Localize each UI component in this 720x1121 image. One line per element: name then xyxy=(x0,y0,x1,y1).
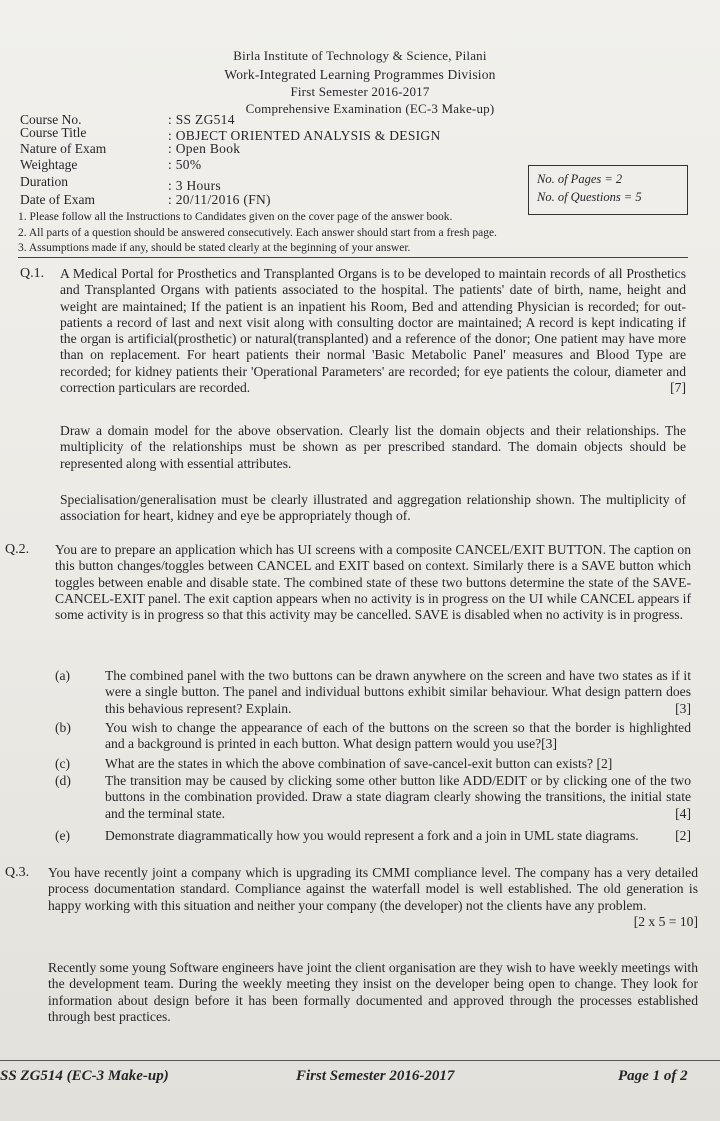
part-marks: [2] xyxy=(675,828,691,843)
instruction-1: 1. Please follow all the Instructions to Candidates given on the cover page of the answer book. xyxy=(18,211,453,223)
meta-label: Weightage xyxy=(20,157,78,172)
part-text: You wish to change the appearance of each of the buttons on the screen so that the border is highlighted and a background is printed in each button. What design pattern would you use? xyxy=(105,720,691,752)
semester-line: First Semester 2016-2017 xyxy=(290,84,430,99)
meta-value: : SS ZG514 xyxy=(168,112,235,127)
part-body xyxy=(105,828,691,844)
part-label: (b) xyxy=(55,720,71,735)
q1-scenario-text: A Medical Portal for Prosthetics and Transplanted Organs is to be developed to maintain records of all Prosthetics and Transplanted Organs with patients associated to the hospital. The patients' date of birth, name, height and weight are maintained; If the patient is an inpatient his Room, Bed and attending Physician is recorded; for out-patients a record of last and next visit along with consulting doctor are maintained; A record is kept indicating if the organ is artificial(prosthetic) or natural(transplanted) and a reference of the donor; One patient may have more than on replacement. For heart patients their normal 'Basic Metabolic Panel' measures and Blood Type are recorded; for kidney patients their 'Operational Parameters' are recorded; for eye patients the colour, diameter and correction particulars are recorded. xyxy=(60,266,686,396)
q3-marks: [2 x 5 = 10] xyxy=(633,913,698,929)
meta-value: : OBJECT ORIENTED ANALYSIS & DESIGN xyxy=(168,128,441,143)
divider xyxy=(18,257,688,258)
meta-label: Duration xyxy=(20,174,68,189)
footer-divider xyxy=(0,1060,720,1061)
part-text: What are the states in which the above combination of save-cancel-exit button can exists? xyxy=(105,756,594,771)
part-label: (e) xyxy=(55,828,71,843)
q1-number: Q.1. xyxy=(20,266,45,281)
pages-count: No. of Pages = 2 xyxy=(537,172,623,186)
meta-value: : 50% xyxy=(168,157,202,172)
q3-context-text: You have recently joint a company which is upgrading its CMMI compliance level. The company has a very detailed process documentation standard. Compliance against the waterfall model is well established. The old generation is happy working with this situation and neither your company (the developer) not the clients have any problem. xyxy=(48,865,698,913)
exam-title: Comprehensive Examination (EC-3 Make-up) xyxy=(245,101,495,116)
division-name: Work-Integrated Learning Programmes Division xyxy=(224,67,496,82)
q3-context xyxy=(48,865,698,930)
part-marks: [3] xyxy=(675,700,691,716)
part-label: (a) xyxy=(55,668,71,683)
q2-number: Q.2. xyxy=(5,542,30,557)
meta-label: Nature of Exam xyxy=(20,141,107,156)
part-marks: [4] xyxy=(675,805,691,821)
q1-marks: [7] xyxy=(670,380,686,396)
part-marks: [3] xyxy=(541,736,558,752)
footer-course: SS ZG514 (EC-3 Make-up) xyxy=(0,1068,169,1084)
instruction-3: 3. Assumptions made if any, should be stated clearly at the beginning of your answer. xyxy=(18,242,411,254)
q1-specialisation: Specialisation/generalisation must be clearly illustrated and aggregation relationship shown. The multiplicity of association for heart, kidney and eye be appropriately though of. xyxy=(60,492,686,524)
part-label: (c) xyxy=(55,756,71,771)
part-body xyxy=(105,756,691,772)
part-text: Demonstrate diagrammatically how you would represent a fork and a join in UML state diagrams. xyxy=(105,828,639,843)
part-label: (d) xyxy=(55,773,71,788)
part-marks: [2] xyxy=(596,756,613,771)
meta-label: Course No. xyxy=(20,112,82,127)
meta-value: : 20/11/2016 (FN) xyxy=(168,192,271,207)
q2-intro: You are to prepare an application which has UI screens with a composite CANCEL/EXIT BUTTON. The caption on this button changes/toggles between CANCEL and EXIT based on context. Similarly there is a SAVE button which toggles between enable and disable state. The combined state of these two buttons determine the state of the SAVE-CANCEL-EXIT panel. The exit caption appears when no activity is in progress on the UI while CANCEL appears if some activity is in progress so that this activity may be cancelled. SAVE is disabled when no activity is in progress. xyxy=(55,542,691,623)
meta-value: : Open Book xyxy=(168,141,241,156)
part-body xyxy=(105,773,691,822)
meta-label: Date of Exam xyxy=(20,192,95,207)
footer-page: Page 1 of 2 xyxy=(618,1068,688,1084)
footer-semester: First Semester 2016-2017 xyxy=(296,1068,455,1084)
questions-count: No. of Questions = 5 xyxy=(537,190,642,204)
meta-label: Course Title xyxy=(20,125,87,140)
meta-value: : 3 Hours xyxy=(168,178,221,193)
institute-name: Birla Institute of Technology & Science, Pilani xyxy=(233,48,487,63)
part-body xyxy=(105,720,691,753)
part-text: The combined panel with the two buttons can be drawn anywhere on the screen and have two states as if it were a single button. The panel and individual buttons exhibit similar behaviour. What design pattern does this behavious represent? Explain. xyxy=(105,668,691,716)
part-text: The transition may be caused by clicking some other button like ADD/EDIT or by clicking one of the two buttons in the combination provided. Draw a state diagram clearly showing the transitions, the initial state and the terminal state. xyxy=(105,773,691,821)
instruction-2: 2. All parts of a question should be answered consecutively. Each answer should start from a fresh page. xyxy=(18,227,497,239)
q1-task: Draw a domain model for the above observation. Clearly list the domain objects and their relationships. The multiplicity of the relationships must be shown as per prescribed standard. The domain objects should be represented along with essential attributes. xyxy=(60,423,686,471)
q3-scenario: Recently some young Software engineers have joint the client organisation are they wish to have weekly meetings with the development team. During the weekly meeting they insist on the developer being open to change. They look for information about design before it has been formally documented and approved through the processes established through best practices. xyxy=(48,960,698,1024)
pages-questions-box xyxy=(528,165,688,215)
q3-number: Q.3. xyxy=(5,865,30,880)
part-body xyxy=(105,668,691,717)
q1-scenario xyxy=(60,266,686,396)
